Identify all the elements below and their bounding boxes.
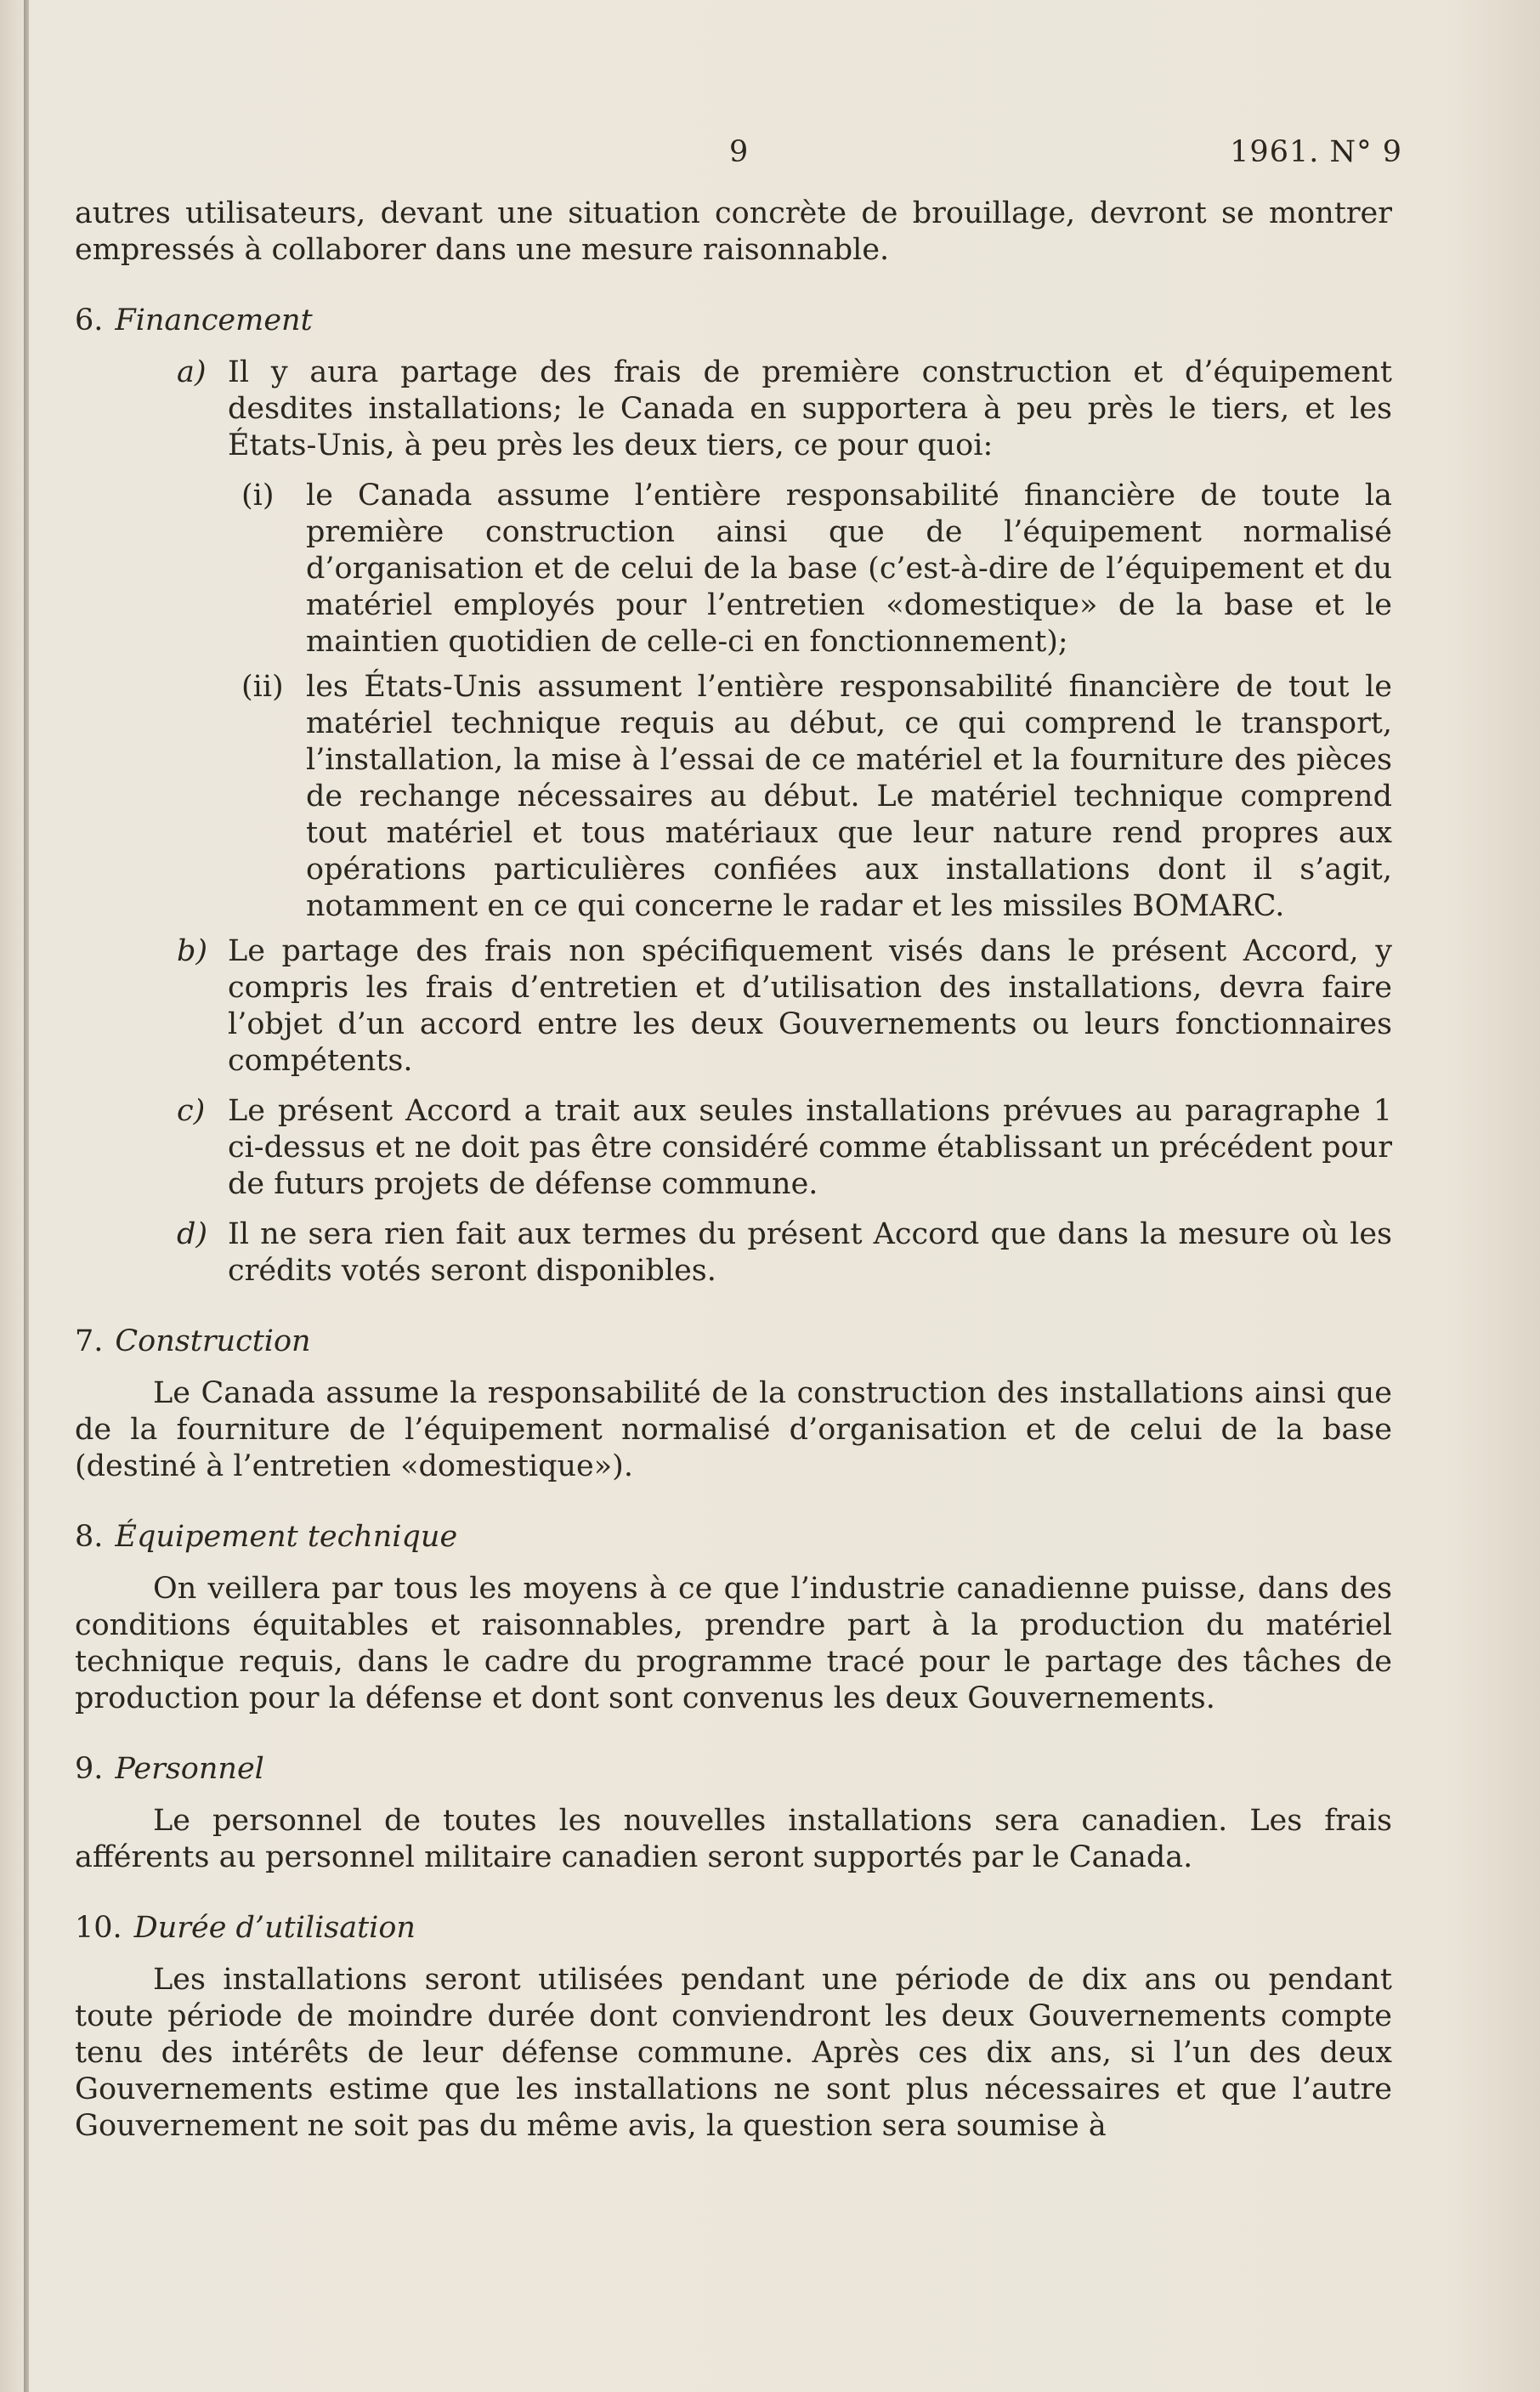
section-7-text: Le Canada assume la responsabilité de la construction des installations ainsi que de la fourniture de l’équipement normalisé d’organisation et de celui de la base (destiné à l’entretien «domestique»). <box>75 1376 1392 1483</box>
section-6-subitem-i <box>75 478 1392 660</box>
subitem-label: (ii) <box>241 670 284 704</box>
section-10-number: 10. <box>75 1911 122 1945</box>
section-8-number: 8. <box>75 1520 104 1554</box>
document-body <box>75 128 1402 2145</box>
item-text: Il y aura partage des frais de première construction et d’équipement desdites installations; le Canada en supportera à peu près le tiers, et les États-Unis, à peu près les deux tiers, ce pour quoi: <box>228 355 1392 462</box>
section-7-heading <box>75 1324 1392 1360</box>
subitem-text: les États-Unis assument l’entière responsabilité financière de tout le matériel technique requis au début, ce qui comprend le transport, l’installation, la mise à l’essai de ce matériel et la fourniture des pièces de rechange nécessaires au début. Le matériel technique comprend tout matériel et tous matériaux que leur nature rend propres aux opérations particulières confiées aux installations dont il s’agit, notamment en ce qui concerne le radar et les missiles BOMARC. <box>306 670 1392 923</box>
section-10-title: Durée d’utilisation <box>133 1911 416 1945</box>
item-text: Le présent Accord a trait aux seules installations prévues au paragraphe 1 ci-dessus et ne doit pas être considéré comme établissant un précédent pour de futurs projets de défense commune. <box>228 1094 1392 1201</box>
section-6-heading <box>75 303 1392 339</box>
subitem-text: le Canada assume l’entière responsabilité financière de toute la première construction ainsi que de l’équipement normalisé d’organisation et de celui de la base (c’est-à-dire de l’équipement et du matériel employés pour l’entretien «domestique» de la base et le maintien quotidien de celle-ci en fonctionnement); <box>306 479 1392 659</box>
section-7-number: 7. <box>75 1324 104 1358</box>
section-7-title: Construction <box>115 1324 311 1358</box>
subitem-label: (i) <box>241 479 275 513</box>
section-6-item-c <box>75 1093 1392 1203</box>
section-10-heading <box>75 1910 1392 1947</box>
item-label: b) <box>177 934 208 968</box>
intro-paragraph: autres utilisateurs, devant une situation concrète de brouillage, devront se montrer empressés à collaborer dans une mesure raisonnable. <box>75 196 1392 267</box>
section-9-heading <box>75 1751 1392 1788</box>
item-label: c) <box>177 1094 206 1128</box>
section-10-text: Les installations seront utilisées pendant une période de dix ans ou pendant toute période de moindre durée dont conviendront les deux Gouvernements compte tenu des intérêts de leur défense commune. Après ces dix ans, si l’un des deux Gouvernements estime que les installations ne sont plus nécessaires et que l’autre Gouvernement ne soit pas du même avis, la question sera soumise à <box>75 1963 1392 2143</box>
item-label: d) <box>177 1217 208 1251</box>
page-header <box>75 128 1402 196</box>
section-8-text: On veillera par tous les moyens à ce que l’industrie canadienne puisse, dans des conditions équitables et raisonnables, prendre part à la production du matériel technique requis, dans le cadre du programme tracé pour le partage des tâches de production pour la défense et dont sont convenus les deux Gouvernements. <box>75 1572 1392 1715</box>
page-number: 9 <box>729 135 749 169</box>
item-label: a) <box>177 355 207 389</box>
section-9-number: 9. <box>75 1752 104 1786</box>
section-6-item-b <box>75 933 1392 1080</box>
section-6-item-a <box>75 354 1392 464</box>
section-6-number: 6. <box>75 303 104 337</box>
section-6-subitem-ii <box>75 669 1392 925</box>
section-6-title: Financement <box>115 303 313 337</box>
item-text: Le partage des frais non spécifiquement visés dans le présent Accord, y compris les frais d’entretien et d’utilisation des installations, devra faire l’objet d’un accord entre les deux Gouvernements ou leurs fonctionnaires compétents. <box>228 934 1392 1078</box>
year-number: 1961. N° 9 <box>1230 135 1402 169</box>
section-8-heading <box>75 1519 1392 1556</box>
item-text: Il ne sera rien fait aux termes du présent Accord que dans la mesure où les crédits votés seront disponibles. <box>228 1217 1392 1288</box>
section-8-title: Équipement technique <box>115 1520 458 1554</box>
section-6-item-d <box>75 1216 1392 1290</box>
book-spine-edge <box>24 0 29 2392</box>
section-9-title: Personnel <box>115 1752 264 1786</box>
section-9-text: Le personnel de toutes les nouvelles installations sera canadien. Les frais afférents au personnel militaire canadien seront supportés par le Canada. <box>75 1804 1392 1874</box>
